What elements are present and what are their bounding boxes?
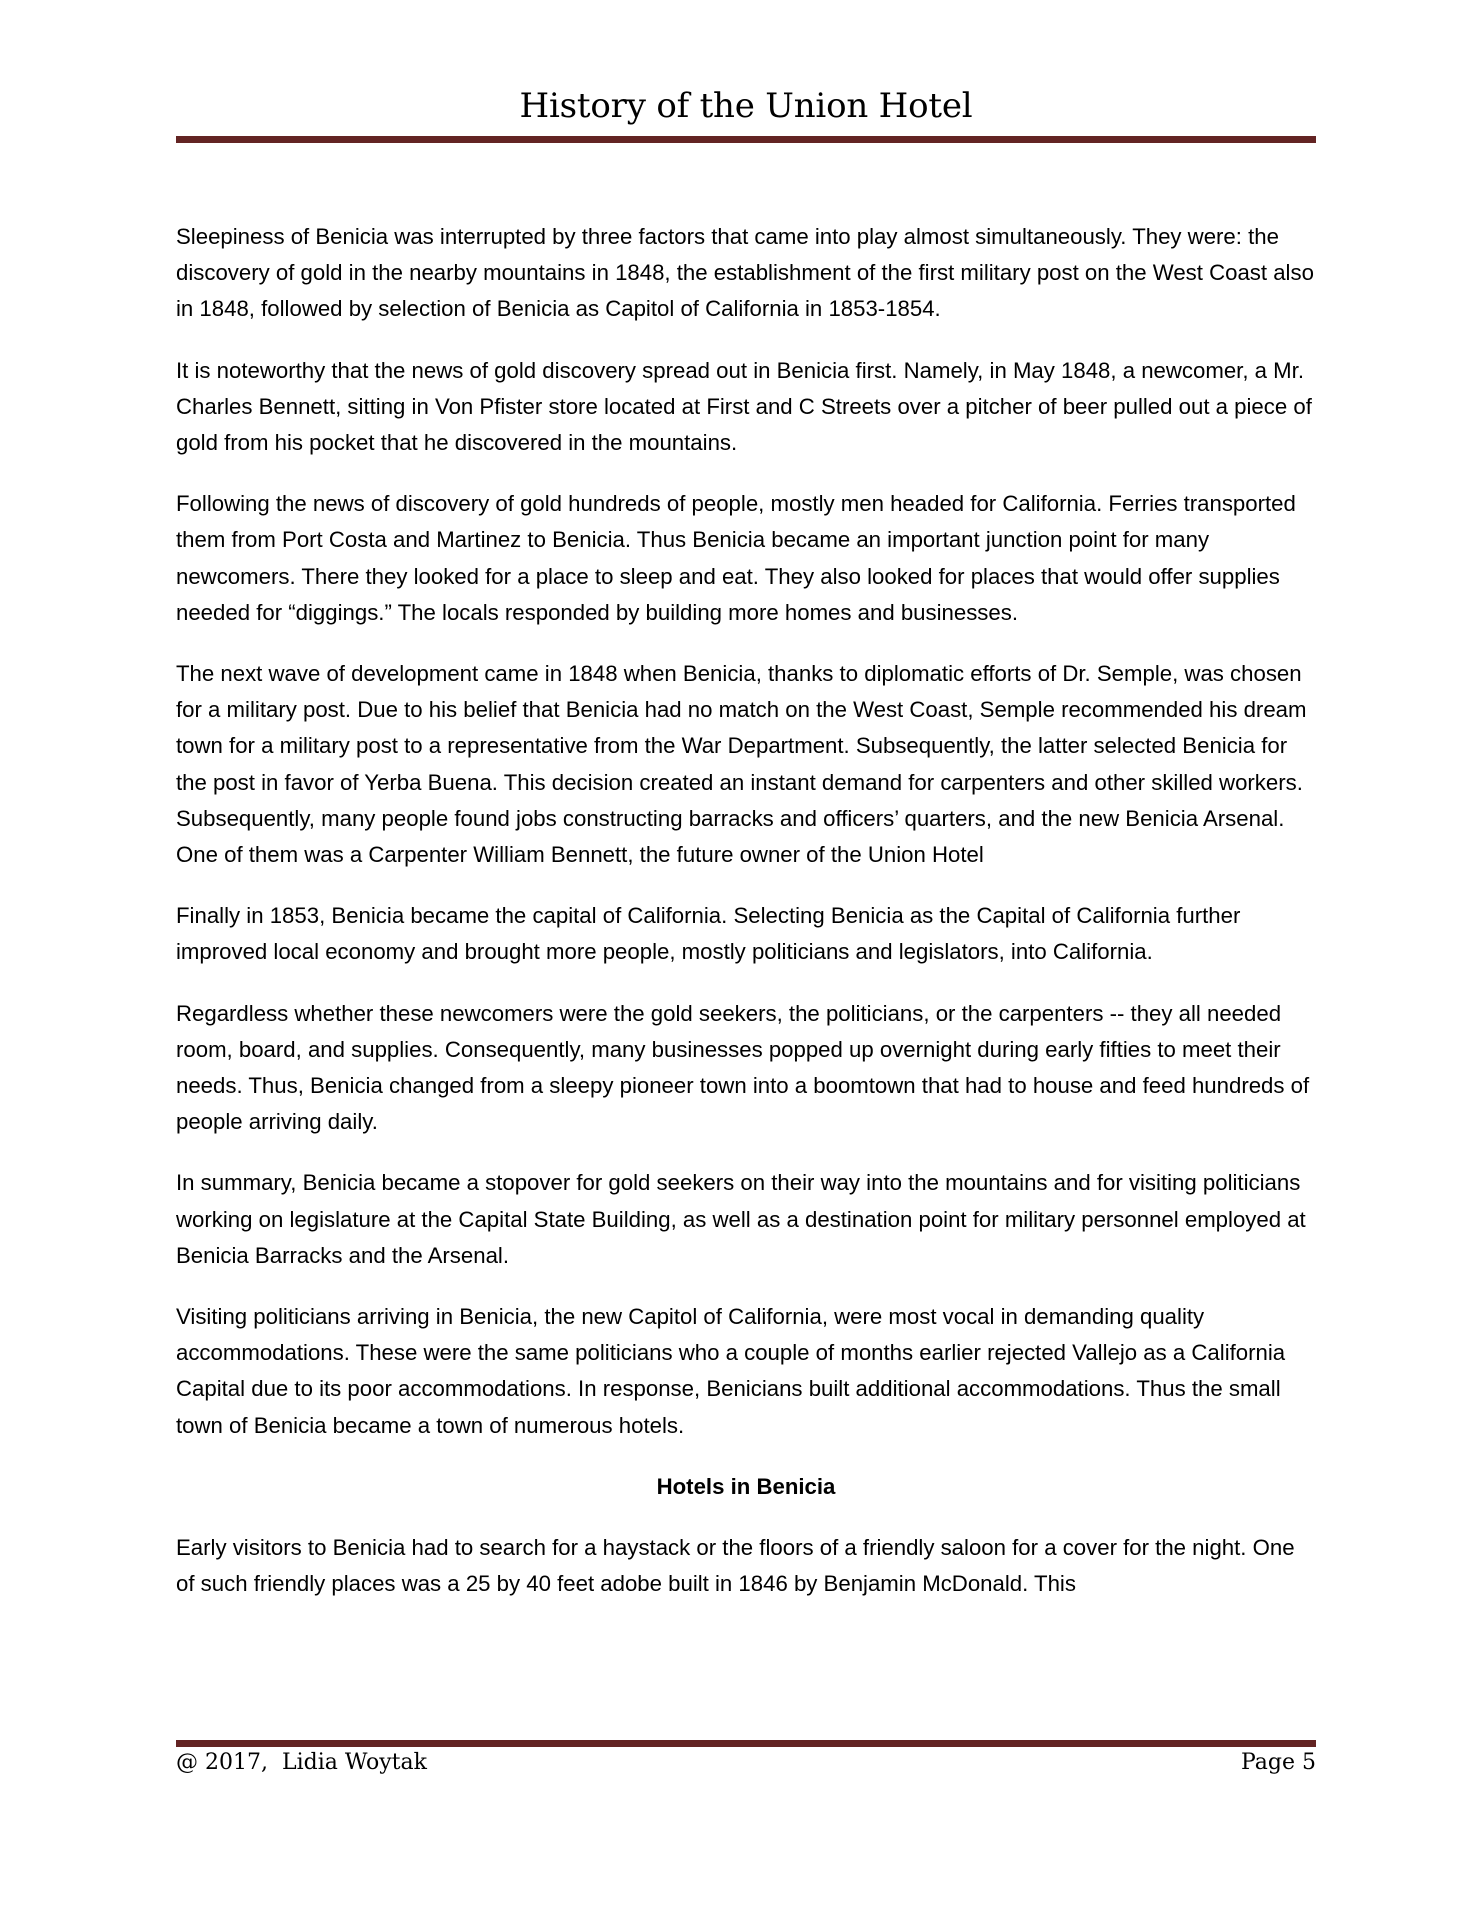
page-title: History of the Union Hotel (519, 86, 973, 126)
paragraph: Regardless whether these newcomers were the gold seekers, the politicians, or the carpenters -- they all needed room, board, and supplies. Consequently, many businesses popped up overnight during early fifties to meet their needs. Thus, Benicia changed from a sleepy pioneer town into a boomtown that had to house and feed hundreds of people arriving daily. (176, 1000, 1310, 1135)
paragraph: Sleepiness of Benicia was interrupted by three factors that came into play almost simultaneously. They were: the discovery of gold in the nearby mountains in 1848, the establishment of the first military post on the West Coast also in 1848, followed by selection of Benicia as Capitol of California in 1853-1854. (176, 224, 1314, 322)
header-divider (176, 136, 1316, 143)
section-heading: Hotels in Benicia (656, 1473, 836, 1499)
paragraph: It is noteworthy that the news of gold discovery spread out in Benicia first. Namely, in May 1848, a newcomer, a Mr. Charles Bennett, sitting in Von Pfister store located at First and C Streets over a pitcher of beer pulled out a piece of gold from his pocket that he discovered in the mountains. (176, 357, 1312, 456)
paragraph: Visiting politicians arriving in Benicia, the new Capitol of California, were most vocal in demanding quality accommodations. These were the same politicians who a couple of months earlier rejected Vallejo as a California Capital due to its poor accommodations. In response, Benicians built additional accommodations. Thus the small town of Benicia became a town of numerous hotels. (176, 1304, 1286, 1438)
paragraph: Following the news of discovery of gold hundreds of people, mostly men headed for California. Ferries transported them from Port Costa and Martinez to Benicia. Thus Benicia became an important junction point for many newcomers. There they looked for a place to sleep and eat. They also looked for places that would offer supplies needed for “diggings.” The locals responded by building more homes and businesses. (176, 491, 1296, 625)
footer-divider (176, 1740, 1316, 1747)
paragraph: Early visitors to Benicia had to search for a haystack or the floors of a friendly saloon for a cover for the night. One of such friendly places was a 25 by 40 feet adobe built in 1846 by Benjamin McDonald. This (176, 1535, 1295, 1597)
paragraph: Finally in 1853, Benicia became the capital of California. Selecting Benicia as the Capital of California further improved local economy and brought more people, mostly politicians and legislators, into California. (176, 903, 1241, 965)
page-number: Page 5 (1240, 1750, 1316, 1775)
paragraph: The next wave of development came in 1848 when Benicia, thanks to diplomatic efforts of Dr. Semple, was chosen for a military post. Due to his belief that Benicia had no match on the West Coast, Semple recommended his dream town for a military post to a representative from the War Department. Subsequently, the latter selected Benicia for the post in favor of Yerba Buena. This decision created an instant demand for carpenters and other skilled workers. Subsequently, many people found jobs constructing barracks and officers’ quarters, and the new Benicia Arsenal. One of them was a Carpenter William Bennett, the future owner of the Union Hotel (176, 661, 1307, 868)
document-body (176, 219, 1316, 1628)
paragraph: In summary, Benicia became a stopover for gold seekers on their way into the mountains and for visiting politicians working on legislature at the Capital State Building, as well as a destination point for military personnel employed at Benicia Barracks and the Arsenal. (176, 1170, 1306, 1268)
footer-copyright: @ 2017, Lidia Woytak (176, 1750, 427, 1775)
